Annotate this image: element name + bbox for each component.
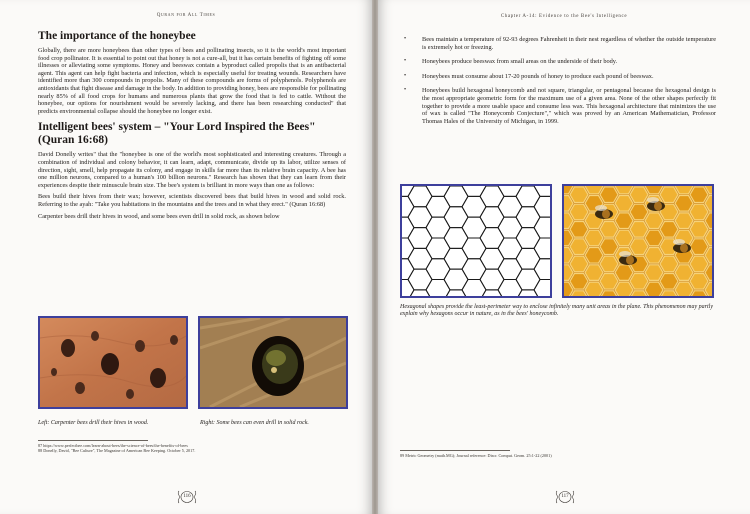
bullet-icon: •	[404, 58, 407, 65]
footnote-89: 89 Metric Geometry (math.MG); Journal reference: Discr. Comput. Geom. 25:1-22 (2001)	[400, 453, 552, 458]
list-item: • Honeybees produce beeswax from small areas on the underside of their body.	[404, 58, 618, 66]
page-number-right: 117	[554, 490, 576, 504]
right-running-head: Chapter A-14: Evidence to the Bee's Intelligence	[500, 14, 628, 19]
bullet-icon: •	[404, 36, 407, 42]
right-photo-row	[400, 184, 714, 298]
footnote-88: 88 Donelly, David, "Bee Culture", The Magazine of American Bee Keeping. October 5, 2017.	[38, 448, 196, 454]
page-number-left: 116	[176, 490, 198, 504]
right-page	[378, 0, 750, 514]
caption-hexagon: Hexagonal shapes provide the least-perimeter way to enclose infinitely many unit areas in the plane. This phenomenon may partly explain why hexagons occur in nature, as in the bees' honeycomb.	[400, 304, 713, 318]
heading-importance-of-honeybee: The importance of the honeybee	[38, 30, 196, 42]
list-item: • Honeybees build hexagonal honeycomb and not square, triangular, or pentagonal because the hexagonal design is the most appropriate geometric form for the maximum use of a given area. None of the other shapes perfectly fit together to provide a more usable space and consume less wax. This hexagonal architecture that minimizes the use of wax is called "The Honeycomb Conjecture"," which was proved by an American Mathematician, Professor Thomas Hales of the University of Michigan, in 1999.	[404, 87, 716, 125]
right-content	[400, 36, 716, 132]
hexagon-grid-diagram	[400, 184, 552, 298]
paragraph-donelly: David Donelly writes" that the "honeybee is one of the world's most sophisticated and interesting creatures. Through a combination of individual and colony behavior, it can learn, adapt, communicate, divide up its labor, utilize senses of direction, sight, smell, help propagate its colony, and engage in skills far more than its relative brain capacity. A bee has one million neurons, compared to a human's 100 billion neurons." Research has shown that they can learn from their experiences despite their minuscule brain size. The bee's system is brilliant in more ways than one as follows:	[38, 151, 346, 189]
left-running-head: Quran for All Times	[156, 13, 216, 18]
bullet-icon: •	[404, 72, 407, 79]
left-content	[38, 30, 346, 224]
paragraph-honeybee-importance: Globally, there are more honeybees than other types of bees and pollinating insects, so it is the world's most important food crop pollinator. It is essential to point out that honey is not a cure-all, but it has certain benefits of fighting off some illnesses or alleviating some symptoms. Honey and beeswax contain a byproduct called propolis that is an antibacterial agent. This agent can help fight bacteria and infection, which is especially useful for treating wounds. Researchers have identified more than 300 compounds in propolis. Many of these compounds are forms of polyphenols. Polyphenols are antioxidants that fight disease and damage in the body. In addition to providing honey, bees are responsible for pollinating nearly 85% of all food crops for humans and numerous plants that grow the food that is fed to cattle. Without the honeybee, our options for nourishment would be severely lacking, and there has been researching conducted" that predicts environmental collapse should the honeybee no longer exist.	[38, 47, 346, 115]
bullet-icon: •	[404, 87, 407, 94]
list-item: • Bees maintain a temperature of 92-93 degrees Fahrenheit in their nest regardless of whether the outside temperature is extremely hot or freezing.	[404, 36, 716, 51]
caption-right-photo: Right: Some bees can even drill in solid rock.	[200, 420, 309, 426]
paragraph-carpenter-bees: Carpenter bees drill their hives in wood, and some bees even drill in solid rock, as shown below	[38, 212, 280, 220]
heading-intelligent-bees-system: Intelligent bees' system – "Your Lord Inspired the Bees" (Quran 16:68)	[38, 121, 316, 147]
honeycomb-bees-photo	[562, 184, 714, 298]
left-photo-row	[38, 316, 348, 409]
list-item: • Honeybees must consume about 17-20 pounds of honey to produce each pound of beeswax.	[404, 72, 654, 80]
right-footnotes	[400, 453, 716, 458]
carpenter-bee-wood-photo	[38, 316, 188, 409]
paragraph-hives-wood-rock: Bees build their hives from their wax; however, scientists discovered bees that build hives in wood and solid rock. Referring to the ayah: "Take you habitations in the mountains and the trees and in what they erect." (Quran 16:68)	[38, 193, 346, 208]
bee-in-rock-photo	[198, 316, 348, 409]
caption-left-photo: Left: Carpenter bees drill their hives in wood.	[38, 420, 149, 426]
footnote-rule	[38, 440, 148, 441]
footnote-87: 87 https://www.perfectbee.com/learn-about-bees/the-science-of-bees/the-benefits-of-bees	[38, 443, 188, 448]
left-page	[0, 0, 372, 514]
footnote-rule	[400, 450, 510, 451]
left-footnotes	[38, 443, 348, 454]
bee-facts-list	[400, 36, 716, 125]
